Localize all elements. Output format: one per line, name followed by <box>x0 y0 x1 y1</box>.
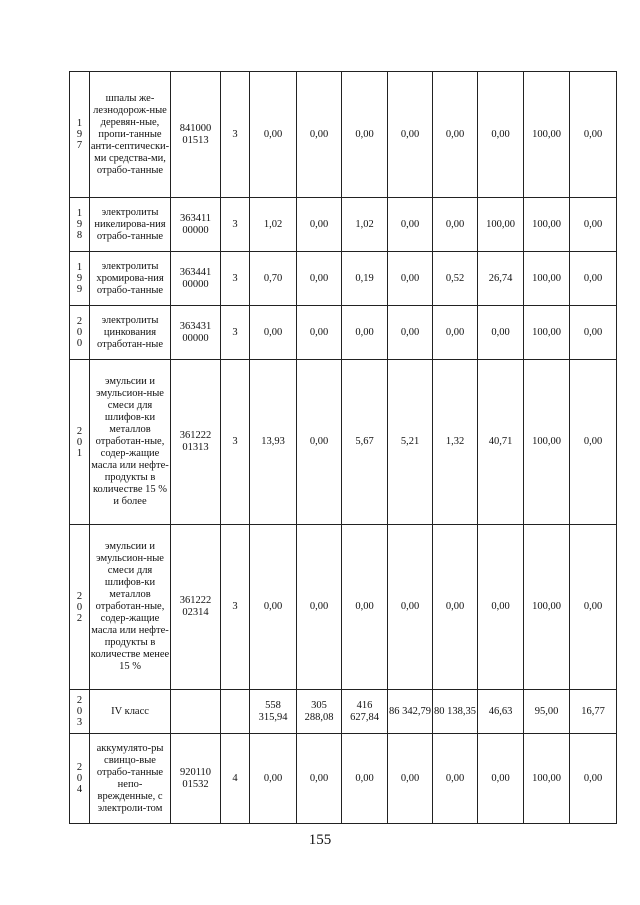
value-cell: 5,67 <box>342 360 388 525</box>
waste-code-cell: 841000 01513 <box>171 72 221 198</box>
value-cell: 0,00 <box>250 306 297 360</box>
hazard-class-cell: 3 <box>221 525 250 690</box>
value-cell: 100,00 <box>524 198 570 252</box>
row-number: 200 <box>70 306 90 360</box>
table-row <box>70 734 617 824</box>
table-row <box>70 252 617 306</box>
value-cell: 40,71 <box>478 360 524 525</box>
hazard-class-cell <box>221 690 250 734</box>
waste-code-cell: 361222 02314 <box>171 525 221 690</box>
waste-code-cell: 361222 01313 <box>171 360 221 525</box>
value-cell: 0,52 <box>433 252 478 306</box>
waste-name-cell: шпалы же-лезнодорож-ные деревян-ные, пропи-танные анти-септически-ми средства-ми, отрабо-танные <box>90 72 171 198</box>
value-cell: 0,00 <box>433 198 478 252</box>
table-body <box>70 72 617 824</box>
value-cell: 0,00 <box>478 306 524 360</box>
value-cell: 80 138,35 <box>433 690 478 734</box>
value-cell: 0,00 <box>297 360 342 525</box>
value-cell: 558 315,94 <box>250 690 297 734</box>
value-cell: 0,00 <box>342 306 388 360</box>
table-row <box>70 525 617 690</box>
page-number: 155 <box>308 832 332 848</box>
row-number: 203 <box>70 690 90 734</box>
value-cell: 0,00 <box>388 72 433 198</box>
value-cell: 95,00 <box>524 690 570 734</box>
value-cell: 0,00 <box>342 72 388 198</box>
value-cell: 0,00 <box>297 525 342 690</box>
value-cell: 305 288,08 <box>297 690 342 734</box>
value-cell: 0,00 <box>388 252 433 306</box>
value-cell: 0,00 <box>570 198 617 252</box>
waste-table <box>69 71 617 824</box>
row-number: 198 <box>70 198 90 252</box>
value-cell: 0,00 <box>570 306 617 360</box>
value-cell: 1,32 <box>433 360 478 525</box>
value-cell: 26,74 <box>478 252 524 306</box>
waste-name-cell: электролиты никелирова-ния отрабо-танные <box>90 198 171 252</box>
waste-code-cell: 363431 00000 <box>171 306 221 360</box>
value-cell: 0,00 <box>478 72 524 198</box>
hazard-class-cell: 4 <box>221 734 250 824</box>
value-cell: 0,00 <box>342 734 388 824</box>
value-cell: 0,00 <box>433 525 478 690</box>
value-cell: 0,00 <box>297 252 342 306</box>
row-number: 204 <box>70 734 90 824</box>
value-cell: 0,00 <box>250 734 297 824</box>
value-cell: 100,00 <box>524 252 570 306</box>
value-cell: 0,00 <box>297 72 342 198</box>
value-cell: 0,00 <box>297 734 342 824</box>
table-row <box>70 72 617 198</box>
table-row <box>70 690 617 734</box>
value-cell: 100,00 <box>524 306 570 360</box>
value-cell: 0,00 <box>570 360 617 525</box>
value-cell: 0,00 <box>433 306 478 360</box>
value-cell: 46,63 <box>478 690 524 734</box>
waste-name-cell: эмульсии и эмульсион-ные смеси для шлифов-ки металлов отработан-ные, содер-жащие масла или нефте-продукты в количестве 15 % и более <box>90 360 171 525</box>
value-cell: 0,00 <box>297 198 342 252</box>
value-cell: 0,00 <box>388 525 433 690</box>
waste-name-cell: IV класс <box>90 690 171 734</box>
value-cell: 0,70 <box>250 252 297 306</box>
value-cell: 0,00 <box>478 525 524 690</box>
value-cell: 0,00 <box>250 72 297 198</box>
value-cell: 100,00 <box>524 734 570 824</box>
hazard-class-cell: 3 <box>221 306 250 360</box>
value-cell: 0,00 <box>570 252 617 306</box>
hazard-class-cell: 3 <box>221 72 250 198</box>
waste-code-cell: 920110 01532 <box>171 734 221 824</box>
value-cell: 0,00 <box>388 306 433 360</box>
value-cell: 0,00 <box>388 734 433 824</box>
value-cell: 100,00 <box>524 72 570 198</box>
value-cell: 0,00 <box>570 72 617 198</box>
value-cell: 1,02 <box>250 198 297 252</box>
waste-name-cell: электролиты цинкования отработан-ные <box>90 306 171 360</box>
waste-name-cell: электролиты хромирова-ния отрабо-танные <box>90 252 171 306</box>
value-cell: 86 342,79 <box>388 690 433 734</box>
value-cell: 0,00 <box>570 525 617 690</box>
value-cell: 0,19 <box>342 252 388 306</box>
row-number: 201 <box>70 360 90 525</box>
table-row <box>70 360 617 525</box>
waste-code-cell: 363411 00000 <box>171 198 221 252</box>
row-number: 202 <box>70 525 90 690</box>
value-cell: 16,77 <box>570 690 617 734</box>
waste-code-cell <box>171 690 221 734</box>
value-cell: 5,21 <box>388 360 433 525</box>
value-cell: 13,93 <box>250 360 297 525</box>
value-cell: 0,00 <box>342 525 388 690</box>
hazard-class-cell: 3 <box>221 198 250 252</box>
hazard-class-cell: 3 <box>221 360 250 525</box>
row-number: 197 <box>70 72 90 198</box>
value-cell: 0,00 <box>250 525 297 690</box>
hazard-class-cell: 3 <box>221 252 250 306</box>
table-row <box>70 306 617 360</box>
waste-code-cell: 363441 00000 <box>171 252 221 306</box>
value-cell: 1,02 <box>342 198 388 252</box>
value-cell: 0,00 <box>297 306 342 360</box>
waste-name-cell: аккумулято-ры свинцо-вые отрабо-танные непо-врежденные, с электроли-том <box>90 734 171 824</box>
value-cell: 0,00 <box>570 734 617 824</box>
value-cell: 0,00 <box>433 734 478 824</box>
value-cell: 100,00 <box>478 198 524 252</box>
value-cell: 416 627,84 <box>342 690 388 734</box>
row-number: 199 <box>70 252 90 306</box>
value-cell: 0,00 <box>388 198 433 252</box>
value-cell: 100,00 <box>524 360 570 525</box>
value-cell: 0,00 <box>478 734 524 824</box>
value-cell: 0,00 <box>433 72 478 198</box>
value-cell: 100,00 <box>524 525 570 690</box>
waste-name-cell: эмульсии и эмульсион-ные смеси для шлифов-ки металлов отработан-ные, содер-жащие масла или нефте-продукты в количестве менее 15 % <box>90 525 171 690</box>
table-row <box>70 198 617 252</box>
